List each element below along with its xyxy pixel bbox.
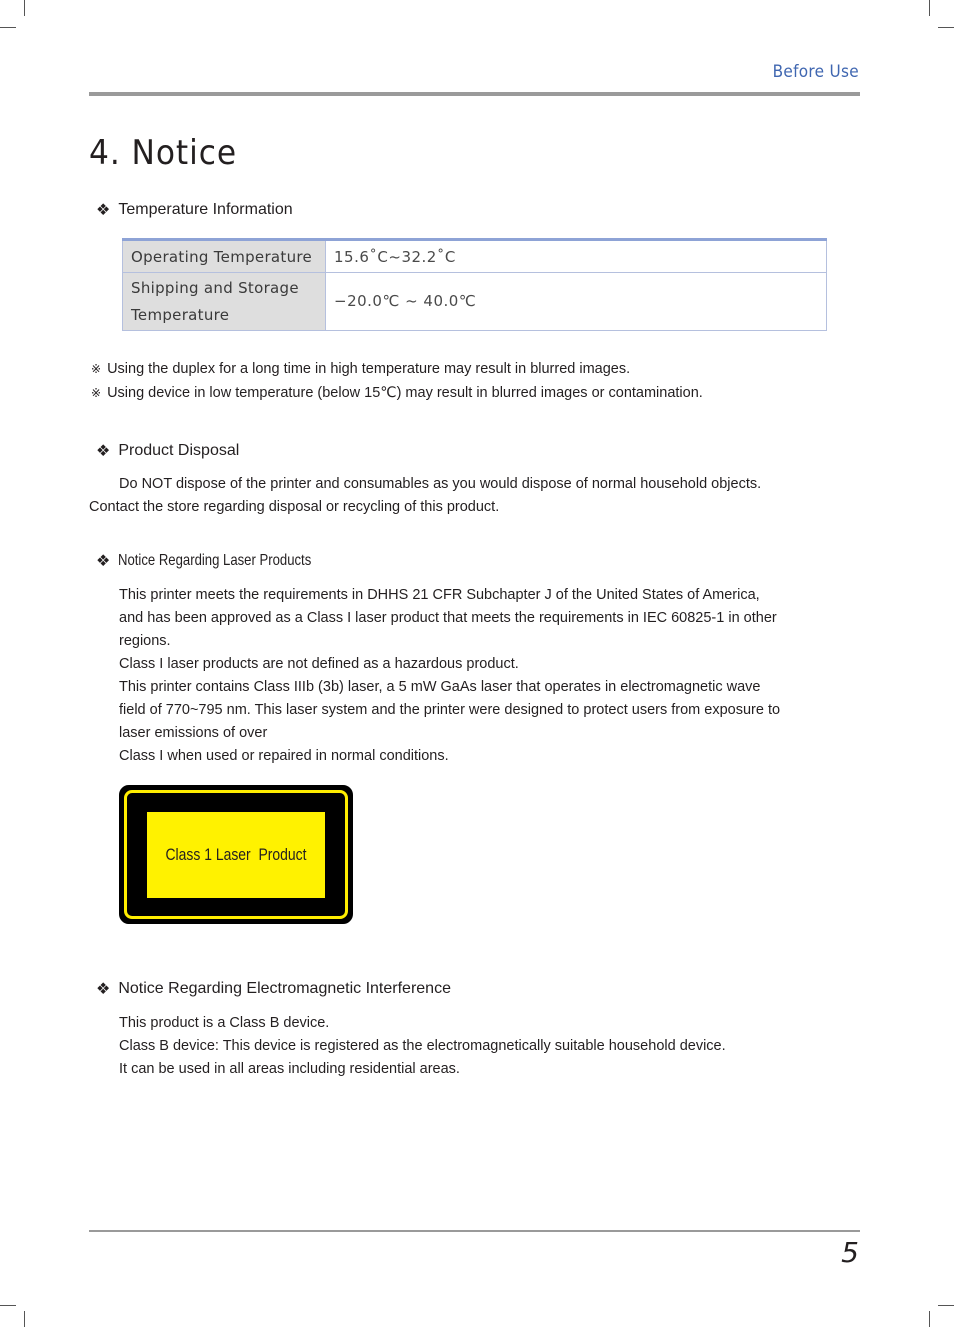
temperature-heading xyxy=(96,200,293,220)
emi-text-line: It can be used in all areas including residential areas. xyxy=(119,1061,460,1077)
footer-rule xyxy=(89,1230,860,1232)
note-text: Using device in low temperature (below 15℃) may result in blurred images or contamination. xyxy=(107,385,703,401)
page-number: 5 xyxy=(841,1236,859,1269)
temperature-table xyxy=(122,238,827,331)
note-text: Using the duplex for a long time in high temperature may result in blurred images. xyxy=(107,361,631,377)
table-row xyxy=(123,240,827,273)
emi-text-line: Class B device: This device is registered as the electromagnetically suitable household device. xyxy=(119,1038,726,1054)
section-heading-text: Notice Regarding Electromagnetic Interference xyxy=(118,980,451,997)
temperature-note xyxy=(91,385,703,401)
laser-text-line: laser emissions of over xyxy=(119,725,268,741)
table-row xyxy=(123,273,827,331)
diamond-cluster-icon: ❖ xyxy=(96,202,111,219)
laser-text-block xyxy=(119,584,839,768)
disposal-heading xyxy=(96,441,239,461)
laser-text-line: field of 770~795 nm. This laser system and the printer were designed to protect users from exposure to xyxy=(119,702,781,718)
table-value-cell: −20.0℃ ~ 40.0℃ xyxy=(326,273,827,331)
laser-text-line: Class I when used or repaired in normal conditions. xyxy=(119,748,449,764)
reference-mark-icon: ※ xyxy=(91,386,102,400)
temperature-note xyxy=(91,361,630,377)
laser-text-line: This printer contains Class IIIb (3b) laser, a 5 mW GaAs laser that operates in electromagnetic wave xyxy=(119,679,761,695)
diamond-cluster-icon: ❖ xyxy=(96,553,111,570)
laser-label-text: Class 1 Laser Product xyxy=(165,845,307,864)
section-heading-text: Notice Regarding Laser Products xyxy=(118,552,312,569)
table-key-cell: Shipping and Storage Temperature xyxy=(123,273,326,331)
crop-mark xyxy=(929,1311,930,1327)
label-panel xyxy=(147,812,325,898)
header-rule xyxy=(89,92,860,96)
table-value-cell: 15.6˚C~32.2˚C xyxy=(326,240,827,273)
crop-mark xyxy=(24,1311,25,1327)
emi-text-line: This product is a Class B device. xyxy=(119,1015,330,1031)
section-heading-text: Temperature Information xyxy=(118,201,293,218)
crop-mark xyxy=(0,27,16,28)
diamond-cluster-icon: ❖ xyxy=(96,981,111,998)
crop-mark xyxy=(929,0,930,16)
diamond-cluster-icon: ❖ xyxy=(96,443,111,460)
crop-mark xyxy=(938,1305,954,1306)
laser-text-line: This printer meets the requirements in DHHS 21 CFR Subchapter J of the United States of America, xyxy=(119,587,760,603)
crop-mark xyxy=(24,0,25,16)
disposal-text-line: Do NOT dispose of the printer and consumables as you would dispose of normal household objects. xyxy=(119,476,762,492)
reference-mark-icon: ※ xyxy=(91,362,102,376)
table-key-cell: Operating Temperature xyxy=(123,240,326,273)
disposal-text-line: Contact the store regarding disposal or recycling of this product. xyxy=(89,499,500,515)
emi-heading xyxy=(96,979,451,999)
laser-text-line: regions. xyxy=(119,633,171,649)
crop-mark xyxy=(0,1305,16,1306)
laser-text-line: and has been approved as a Class I laser product that meets the requirements in IEC 60825-1 in other xyxy=(119,610,777,626)
header-section-label: Before Use xyxy=(772,62,859,82)
laser-text-line: Class I laser products are not defined as a hazardous product. xyxy=(119,656,519,672)
crop-mark xyxy=(938,27,954,28)
section-heading-text: Product Disposal xyxy=(118,442,240,459)
emi-text-block xyxy=(119,1012,726,1081)
page-title: 4. Notice xyxy=(89,133,238,173)
laser-heading xyxy=(96,551,354,571)
class-1-laser-label xyxy=(119,785,353,924)
